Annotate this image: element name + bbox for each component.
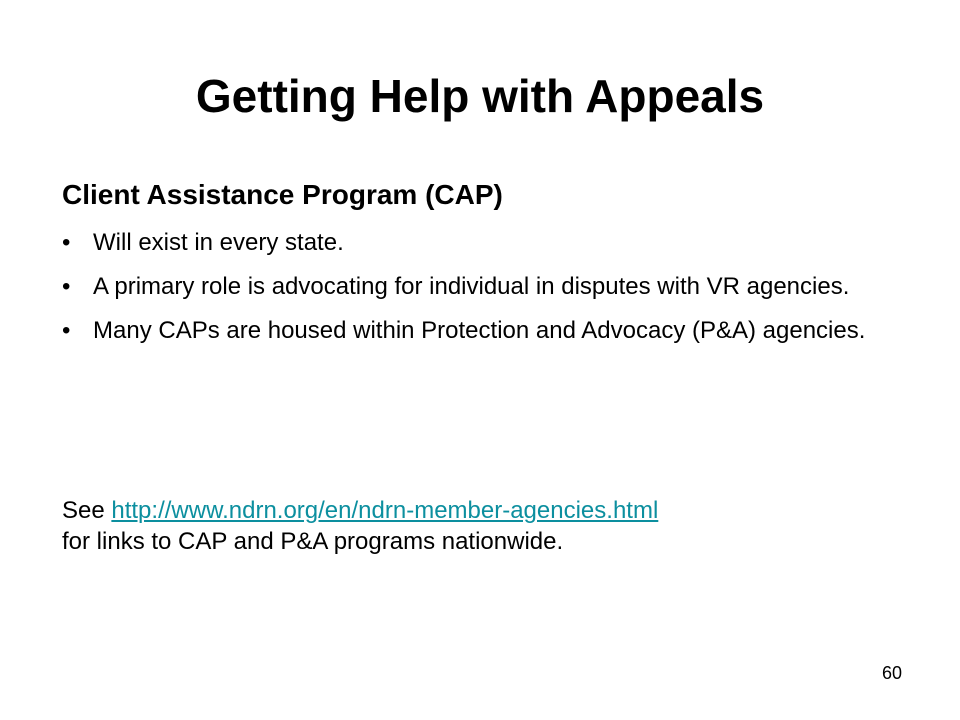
bullet-text: A primary role is advocating for individual in disputes with VR agencies. — [93, 273, 850, 300]
section-subtitle: Client Assistance Program (CAP) — [62, 179, 503, 210]
bullet-marker: • — [62, 273, 71, 300]
bullet-item — [62, 271, 902, 302]
bullet-marker: • — [62, 317, 71, 344]
ndrn-agencies-link[interactable]: http://www.ndrn.org/en/ndrn-member-agencies.html — [111, 497, 659, 524]
see-prefix: See — [62, 497, 112, 524]
see-suffix: for links to CAP and P&A programs nationwide. — [62, 528, 564, 555]
page-number: 60 — [881, 663, 902, 683]
bullet-text: Will exist in every state. — [93, 229, 344, 256]
see-also-paragraph — [62, 495, 922, 557]
bullet-item — [62, 315, 902, 346]
slide-title: Getting Help with Appeals — [195, 70, 765, 122]
bullet-item — [62, 227, 902, 258]
bullet-text: Many CAPs are housed within Protection and Advocacy (P&A) agencies. — [93, 317, 866, 344]
bullet-marker: • — [62, 229, 71, 256]
bullet-list — [62, 227, 902, 359]
